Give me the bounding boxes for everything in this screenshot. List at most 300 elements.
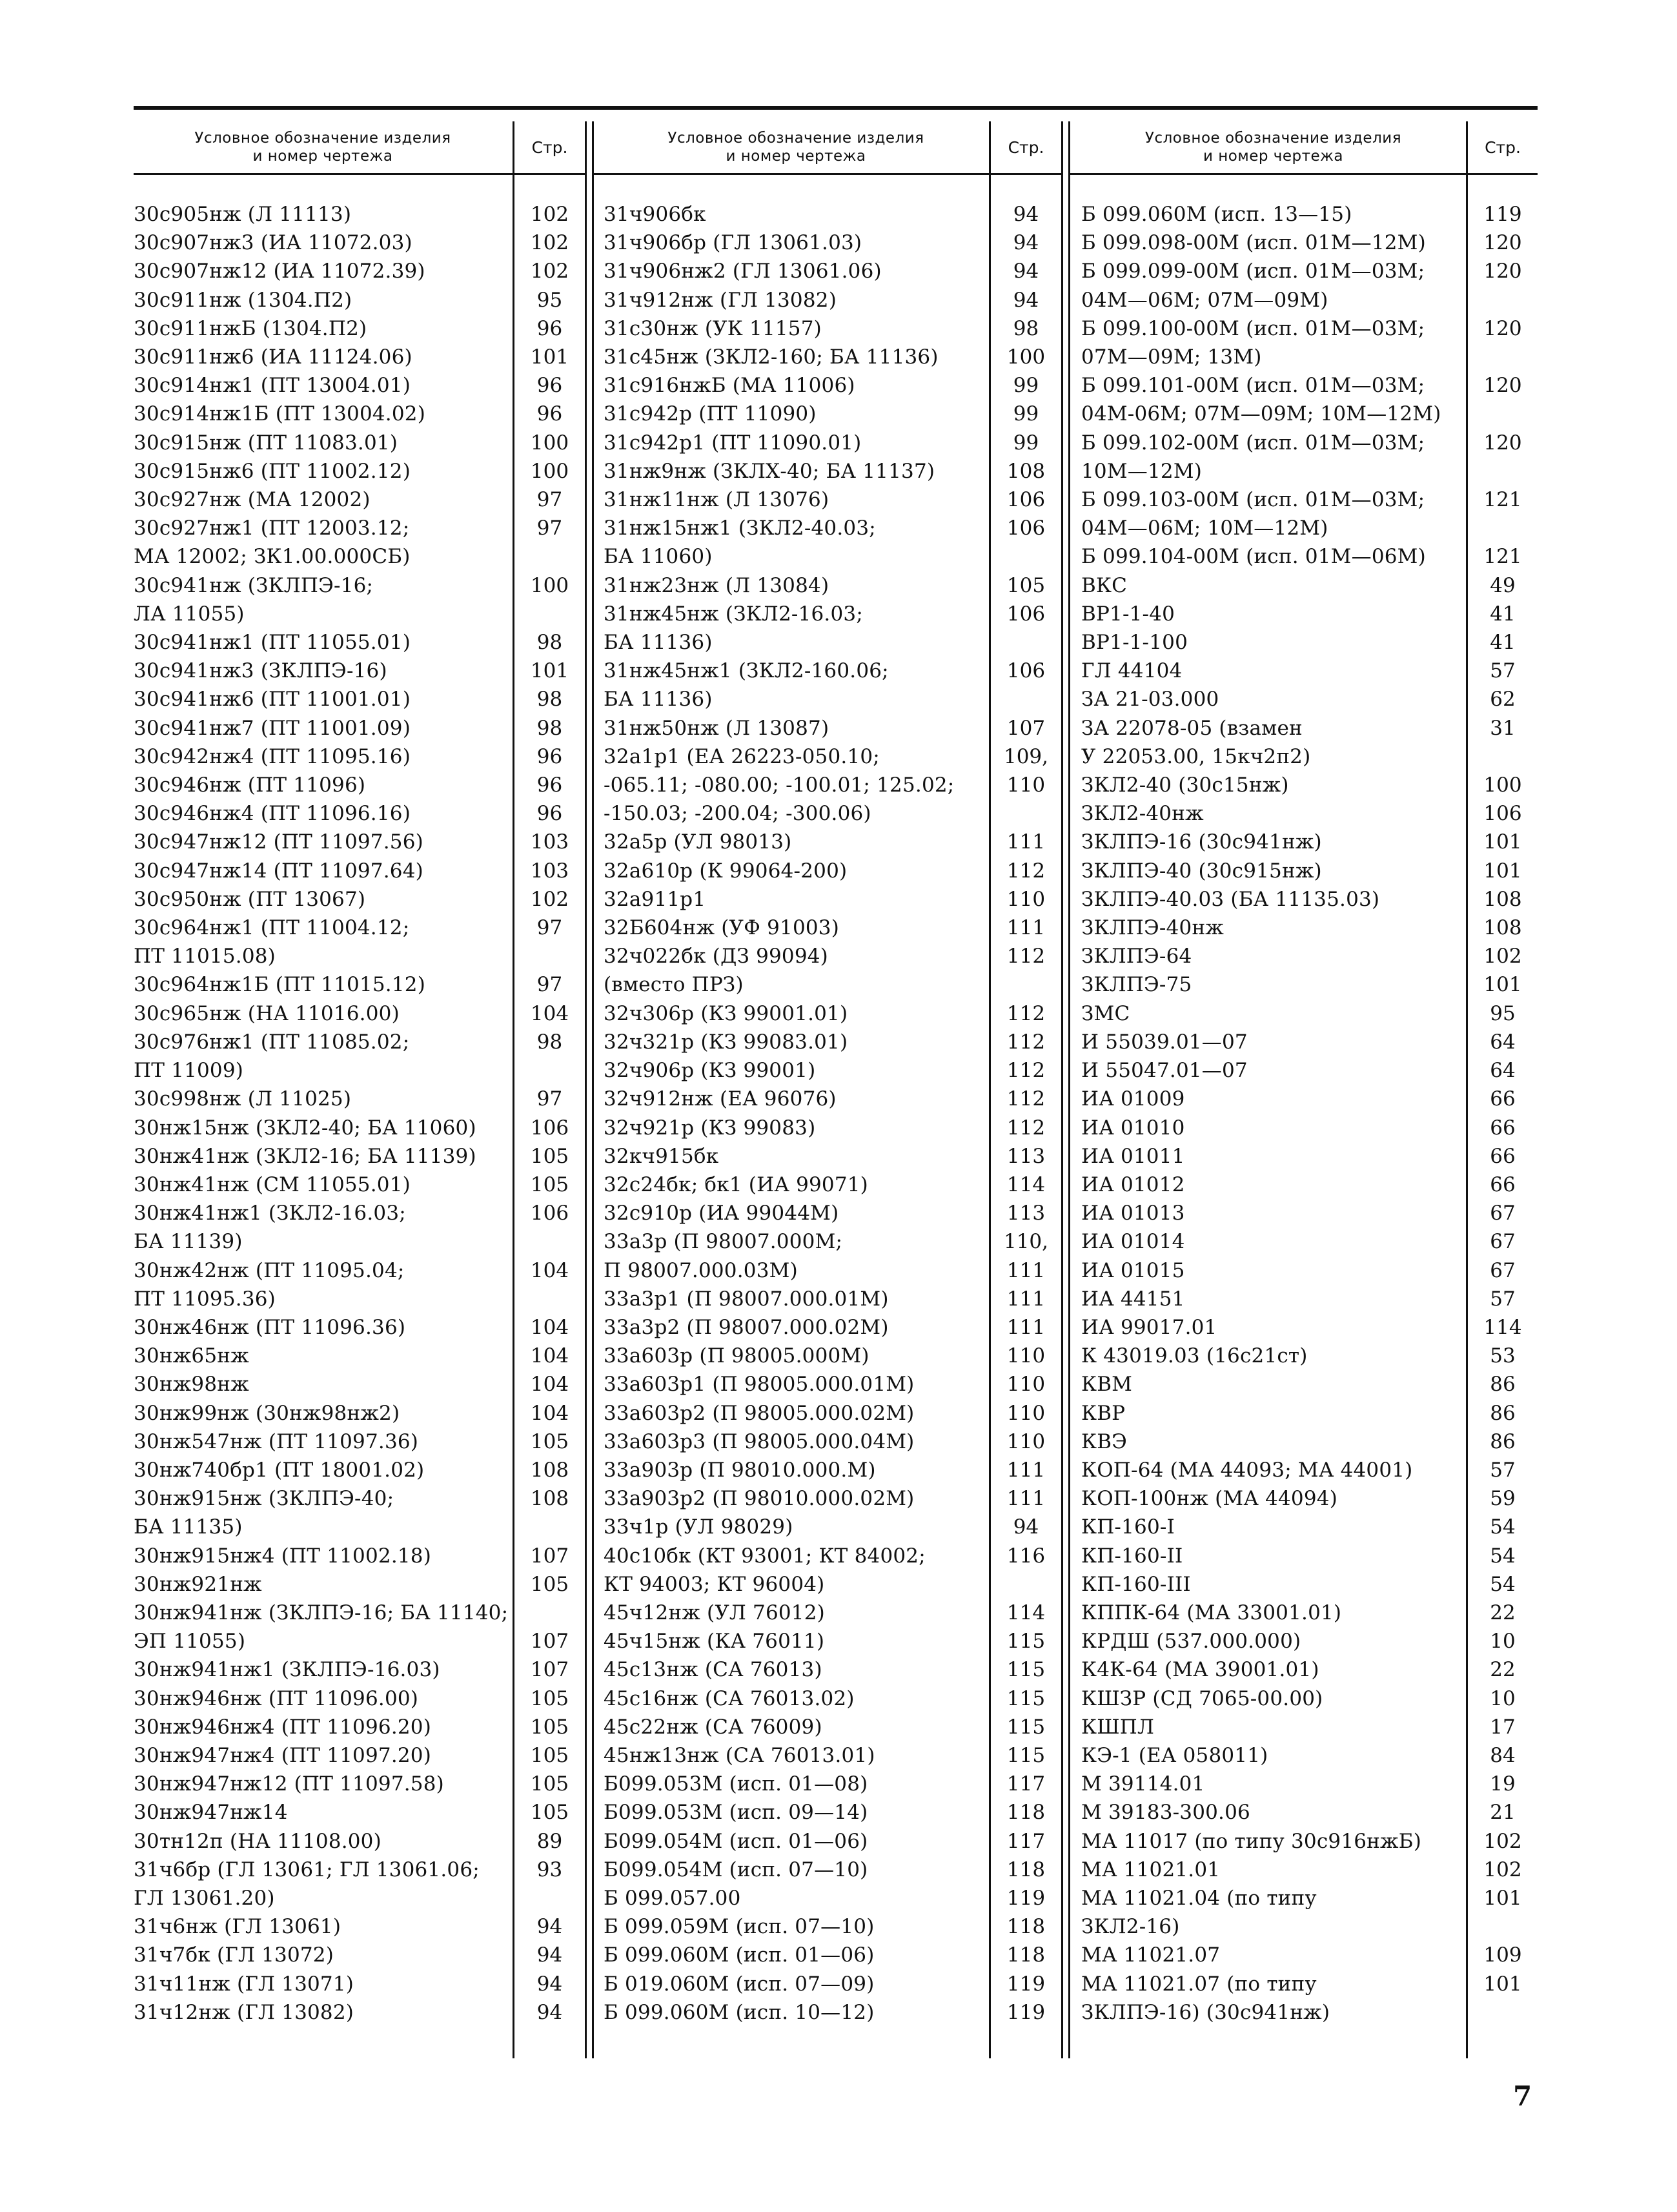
index-entry <box>134 400 563 428</box>
index-entry <box>1081 1399 1516 1428</box>
entry-page: 49 <box>1490 573 1516 597</box>
index-entry <box>134 1685 569 1713</box>
entry-page: 98 <box>536 716 563 740</box>
entry-page: 84 <box>1490 1743 1516 1767</box>
entry-list <box>134 200 569 2027</box>
entry-designation: КОП-100нж (МА 44094) <box>1081 1487 1337 1511</box>
entry-page: 62 <box>1490 688 1516 712</box>
entry-designation: 45с16нж (СА 76013.02) <box>604 1686 855 1710</box>
index-entry <box>134 714 563 742</box>
entry-page: 102 <box>1483 945 1522 968</box>
index-entry <box>604 1912 1046 1941</box>
index-entry <box>604 1456 1046 1484</box>
entry-designation: 30с964нж1 (ПТ 11004.12; ПТ 11015.08) <box>134 916 410 968</box>
entry-page: 54 <box>1490 1515 1516 1539</box>
index-entry <box>604 1741 1046 1770</box>
index-entry <box>134 828 569 856</box>
entry-page: 102 <box>1483 1858 1522 1881</box>
entry-designation: ИА 44151 <box>1081 1287 1185 1311</box>
index-entry <box>1081 229 1522 257</box>
index-entry <box>1081 1085 1516 1113</box>
entry-designation: 30нж41нж (СМ 11055.01) <box>134 1173 411 1196</box>
index-entry <box>1081 970 1522 999</box>
entry-page: 105 <box>530 1686 569 1710</box>
entry-page: 94 <box>1013 1515 1039 1539</box>
index-entry <box>1081 600 1516 628</box>
entry-designation: МА 11021.07 (по типу ЗКЛПЭ-16) (30с941нж) <box>1081 1972 1330 2024</box>
entry-designation: КП-160-I <box>1081 1515 1175 1539</box>
double-column-divider <box>592 121 594 2058</box>
entry-designation: Б 099.101-00М (исп. 01М—03М; 04М-06М; 07М—09М; 10М—12М) <box>1081 374 1441 426</box>
entry-page: 66 <box>1490 1173 1516 1196</box>
index-entry <box>604 1513 1039 1541</box>
index-entry <box>1081 1285 1516 1313</box>
index-entry <box>134 1542 569 1570</box>
double-column-divider <box>1068 121 1070 2058</box>
entry-page: 111 <box>1006 830 1046 854</box>
entry-page: 118 <box>1006 1915 1046 1939</box>
index-entry <box>604 1171 1046 1199</box>
entry-designation: КВЭ <box>1081 1429 1128 1453</box>
entry-designation: 30с915нж6 (ПТ 11002.12) <box>134 459 411 483</box>
index-entry <box>134 857 569 885</box>
entry-designation: 31с45нж (ЗКЛ2-160; БА 11136) <box>604 345 939 369</box>
entry-page: 57 <box>1490 659 1516 683</box>
entry-designation: 30нж547нж (ПТ 11097.36) <box>134 1429 419 1453</box>
index-entry <box>134 914 563 970</box>
entry-page: 104 <box>530 1401 569 1425</box>
index-entry <box>1081 999 1516 1028</box>
entry-designation: 31с30нж (УК 11157) <box>604 316 822 340</box>
entry-designation: 33а603р (П 98005.000М) <box>604 1344 869 1368</box>
entry-designation: 30с976нж1 (ПТ 11085.02; ПТ 11009) <box>134 1030 410 1083</box>
entry-designation: Б099.054М (исп. 07—10) <box>604 1858 868 1881</box>
entry-designation: 30с911нж6 (ИА 11124.06) <box>134 345 412 369</box>
entry-designation: 32ч906р (КЗ 99001) <box>604 1059 816 1083</box>
entry-designation: 33а903р2 (П 98010.000.02М) <box>604 1487 915 1511</box>
entry-designation: 31нж45нж (ЗКЛ2-16.03; БА 11136) <box>604 602 863 655</box>
index-entry <box>604 400 1039 428</box>
entry-page: 66 <box>1490 1116 1516 1140</box>
entry-page: 110 <box>1006 887 1046 911</box>
entry-designation: ГЛ 44104 <box>1081 659 1183 683</box>
entry-designation: 30нж946нж (ПТ 11096.00) <box>134 1686 419 1710</box>
entry-page: 104 <box>530 1315 569 1339</box>
index-entry <box>604 1827 1046 1856</box>
entry-designation: 30с950нж (ПТ 13067) <box>134 887 366 911</box>
index-entry <box>1081 1599 1516 1627</box>
entry-list <box>1081 200 1522 2027</box>
index-entry <box>134 286 563 314</box>
entry-designation: Б 099.104-00М (исп. 01М—06М) <box>1081 545 1426 569</box>
entry-designation: ВР1-1-40 <box>1081 602 1175 626</box>
index-entry <box>1081 1142 1516 1171</box>
index-entry <box>1081 571 1516 600</box>
entry-page: 117 <box>1006 1772 1046 1796</box>
entry-designation: 30нж41нж (ЗКЛ2-16; БА 11139) <box>134 1144 476 1168</box>
entry-page: 110 <box>1006 1429 1046 1453</box>
entry-page: 100 <box>1006 345 1046 369</box>
index-entry <box>134 1827 563 1856</box>
entry-page: 93 <box>536 1858 563 1881</box>
entry-designation: 33ч1р (УЛ 98029) <box>604 1515 793 1539</box>
entry-designation: И 55039.01—07 <box>1081 1030 1248 1054</box>
entry-page: 104 <box>530 1373 569 1397</box>
entry-designation: 31с942р (ПТ 11090) <box>604 402 817 426</box>
entry-page: 105 <box>530 1715 569 1739</box>
entry-designation: ЗКЛ2-40нж <box>1081 802 1204 826</box>
entry-designation: ЗКЛПЭ-40нж <box>1081 916 1225 940</box>
entry-page: 112 <box>1006 1087 1046 1111</box>
entry-designation: КП-160-III <box>1081 1572 1191 1596</box>
index-entry <box>134 1713 569 1741</box>
index-entry <box>604 343 1046 371</box>
entry-designation: ВР1-1-100 <box>1081 631 1188 655</box>
entry-designation: Б 099.060М (исп. 10—12) <box>604 2000 875 2024</box>
index-entry <box>1081 1685 1516 1713</box>
entry-page: 101 <box>1483 1886 1522 1910</box>
entry-page: 102 <box>530 887 569 911</box>
index-entry <box>604 1114 1046 1142</box>
index-entry <box>604 1313 1046 1342</box>
index-entry <box>604 828 1046 856</box>
index-entry <box>604 1142 1046 1171</box>
entry-designation: М 39183-300.06 <box>1081 1801 1250 1825</box>
entry-page: 19 <box>1490 1772 1516 1796</box>
index-entry <box>134 657 569 685</box>
header-designation: Условное обозначение изделия и номер чертежа <box>194 130 451 165</box>
entry-page: 57 <box>1490 1458 1516 1482</box>
index-entry <box>604 1884 1046 1912</box>
index-entry <box>134 1171 569 1199</box>
entry-page: 99 <box>1013 374 1039 398</box>
entry-page: 105 <box>530 1743 569 1767</box>
entry-designation: 30нж98нж <box>134 1373 249 1397</box>
index-entry <box>604 1998 1046 2027</box>
index-entry <box>134 1941 563 1969</box>
index-entry <box>1081 1542 1516 1570</box>
entry-designation: Б 099.102-00М (исп. 01М—03М; 10М—12М) <box>1081 431 1425 483</box>
entry-designation: 31ч11нж (ГЛ 13071) <box>134 1972 354 1996</box>
index-entry <box>1081 828 1522 856</box>
index-entry <box>604 1798 1046 1827</box>
index-entry <box>604 1941 1046 1969</box>
entry-page: 115 <box>1006 1686 1046 1710</box>
entry-page: 94 <box>536 1972 563 1996</box>
entry-page: 105 <box>530 1173 569 1196</box>
index-entry <box>134 771 563 799</box>
entry-designation: 32а911р1 <box>604 887 706 911</box>
entry-page: 17 <box>1490 1715 1516 1739</box>
entry-page: 106 <box>1006 602 1046 626</box>
entry-designation: ИА 01013 <box>1081 1202 1185 1225</box>
entry-designation: 33а3р2 (П 98007.000.02М) <box>604 1315 889 1339</box>
entry-page: 105 <box>530 1572 569 1596</box>
index-entry <box>1081 942 1522 970</box>
index-entry <box>1081 1798 1516 1827</box>
entry-page: 121 <box>1483 488 1522 512</box>
entry-page: 102 <box>530 231 569 255</box>
entry-designation: Б099.053М (исп. 01—08) <box>604 1772 868 1796</box>
entry-page: 112 <box>1006 945 1046 968</box>
entry-designation: ИА 01011 <box>1081 1144 1185 1168</box>
index-entry <box>1081 257 1522 314</box>
entry-designation: 31ч6нж (ГЛ 13061) <box>134 1915 341 1939</box>
entry-page: 114 <box>1006 1173 1046 1196</box>
index-entry <box>134 685 563 713</box>
index-entry <box>1081 1227 1516 1256</box>
entry-page: 96 <box>536 744 563 768</box>
entry-page: 41 <box>1490 631 1516 655</box>
index-entry <box>134 314 563 343</box>
entry-designation: М 39114.01 <box>1081 1772 1205 1796</box>
entry-page: 102 <box>530 203 569 226</box>
index-entry <box>134 343 569 371</box>
entry-page: 108 <box>530 1487 569 1511</box>
header-page: Стр. <box>531 138 568 157</box>
entry-designation: 31ч906бр (ГЛ 13061.03) <box>604 231 862 255</box>
entry-designation: 31нж11нж (Л 13076) <box>604 488 829 512</box>
entry-page: 100 <box>530 459 569 483</box>
entry-page: 115 <box>1006 1743 1046 1767</box>
index-entry <box>1081 1028 1516 1056</box>
entry-page: 95 <box>536 288 563 312</box>
entry-designation: 30с941нж3 (ЗКЛПЭ-16) <box>134 659 387 683</box>
header-rule <box>1070 173 1538 175</box>
entry-page: 118 <box>1006 1858 1046 1881</box>
entry-page: 66 <box>1490 1087 1516 1111</box>
index-entry <box>134 486 563 514</box>
entry-page: 97 <box>536 517 563 540</box>
entry-designation: МА 11021.07 <box>1081 1943 1221 1967</box>
entry-designation: 30с947нж14 (ПТ 11097.64) <box>134 859 423 883</box>
entry-designation: 30с965нж (НА 11016.00) <box>134 1001 400 1025</box>
entry-designation: 30с914нж1Б (ПТ 13004.02) <box>134 402 425 426</box>
index-entry <box>134 1970 563 1998</box>
index-entry <box>604 1227 1049 1284</box>
entry-designation: 33а603р2 (П 98005.000.02М) <box>604 1401 915 1425</box>
double-column-divider <box>585 121 587 2058</box>
entry-page: 100 <box>530 431 569 455</box>
index-entry <box>134 1028 563 1085</box>
index-entry <box>134 1428 569 1456</box>
index-entry <box>604 1085 1046 1113</box>
entry-page: 110 <box>1006 1401 1046 1425</box>
header-designation: Условное обозначение изделия и номер чертежа <box>1144 130 1402 165</box>
entry-designation: ИА 01009 <box>1081 1087 1185 1111</box>
entry-designation: Б 099.060М (исп. 01—06) <box>604 1943 875 1967</box>
entry-designation: ИА 01015 <box>1081 1258 1185 1282</box>
entry-designation: 32а610р (К 99064-200) <box>604 859 848 883</box>
entry-designation: 30с941нж1 (ПТ 11055.01) <box>134 631 411 655</box>
entry-page: 108 <box>1006 459 1046 483</box>
index-entry <box>1081 542 1522 571</box>
index-entry <box>134 229 569 257</box>
entry-designation: 31нж9нж (ЗКЛХ-40; БА 11137) <box>604 459 935 483</box>
entry-page: 96 <box>536 773 563 797</box>
index-entry <box>134 799 563 828</box>
entry-page: 108 <box>1483 887 1522 911</box>
index-entry <box>604 1428 1046 1456</box>
entry-page: 101 <box>1483 973 1522 997</box>
entry-page: 110 <box>1006 1344 1046 1368</box>
entry-page: 101 <box>530 659 569 683</box>
entry-page: 113 <box>1006 1144 1046 1168</box>
entry-designation: 31ч6бр (ГЛ 13061; ГЛ 13061.06; ГЛ 13061.20) <box>134 1858 480 1910</box>
entry-page: 112 <box>1006 1030 1046 1054</box>
index-entry <box>604 600 1046 657</box>
entry-designation: КШЗР (СД 7065-00.00) <box>1081 1686 1323 1710</box>
entry-page: 10 <box>1490 1686 1516 1710</box>
index-entry <box>604 1285 1046 1313</box>
entry-designation: К4К-64 (МА 39001.01) <box>1081 1658 1319 1682</box>
index-entry <box>604 429 1039 457</box>
index-entry <box>1081 1627 1516 1655</box>
entry-designation: ЗА 21-03.000 <box>1081 688 1219 712</box>
index-entry <box>134 1798 569 1827</box>
entry-designation: 30нж921нж <box>134 1572 262 1596</box>
index-entry <box>134 885 569 914</box>
entry-page: 117 <box>1006 1829 1046 1853</box>
index-entry <box>604 999 1046 1028</box>
index-entry <box>604 1370 1046 1398</box>
entry-page: 120 <box>1483 260 1522 283</box>
index-entry <box>604 1199 1046 1227</box>
entry-designation: 31ч906нж2 (ГЛ 13061.06) <box>604 260 882 283</box>
entry-page: 103 <box>530 830 569 854</box>
index-entry <box>134 628 563 657</box>
entry-page: 57 <box>1490 1287 1516 1311</box>
entry-page: 112 <box>1006 1001 1046 1025</box>
entry-designation: 32ч912нж (ЕА 96076) <box>604 1087 837 1111</box>
entry-designation: 40с10бк (КТ 93001; КТ 84002; КТ 94003; КТ 96004) <box>604 1544 926 1596</box>
index-entry <box>134 571 569 628</box>
entry-designation: 31ч906бк <box>604 203 706 226</box>
index-entry <box>1081 628 1516 657</box>
index-entry <box>134 429 569 457</box>
entry-designation: 32ч306р (КЗ 99001.01) <box>604 1001 848 1025</box>
index-entry <box>1081 771 1522 799</box>
entry-designation: 32с910р (ИА 99044М) <box>604 1202 839 1225</box>
entry-designation: ИА 01014 <box>1081 1230 1185 1254</box>
entry-designation: КОП-64 (МА 44093; МА 44001) <box>1081 1458 1413 1482</box>
entry-page: 113 <box>1006 1202 1046 1225</box>
index-entry <box>1081 1570 1516 1599</box>
entry-page: 86 <box>1490 1401 1516 1425</box>
entry-designation: Б099.053М (исп. 09—14) <box>604 1801 868 1825</box>
entry-page: 106 <box>530 1202 569 1225</box>
index-entry <box>134 1142 569 1171</box>
entry-designation: КРДШ (537.000.000) <box>1081 1630 1301 1654</box>
entry-page: 104 <box>530 1258 569 1282</box>
entry-page: 101 <box>530 345 569 369</box>
index-entry <box>1081 1428 1516 1456</box>
entry-designation: 30с946нж4 (ПТ 11096.16) <box>134 802 411 826</box>
index-entry <box>604 742 1049 828</box>
index-entry <box>604 1770 1046 1798</box>
entry-page: 109 <box>1483 1943 1522 1967</box>
index-entry <box>604 1542 1046 1599</box>
header-designation: Условное обозначение изделия и номер чертежа <box>667 130 924 165</box>
entry-list <box>604 200 1049 2027</box>
entry-page: 107 <box>530 1630 569 1654</box>
entry-page: 31 <box>1490 716 1516 740</box>
entry-page: 107 <box>1006 716 1046 740</box>
index-entry <box>1081 1856 1522 1884</box>
index-entry <box>134 1256 569 1313</box>
entry-page: 96 <box>536 402 563 426</box>
entry-page: 115 <box>1006 1630 1046 1654</box>
entry-page: 119 <box>1006 1886 1046 1910</box>
entry-designation: 30с915нж (ПТ 11083.01) <box>134 431 398 455</box>
index-entry <box>134 970 563 999</box>
entry-page: 116 <box>1006 1544 1046 1568</box>
index-entry <box>604 200 1039 229</box>
index-entry <box>1081 1484 1516 1513</box>
entry-page: 96 <box>536 802 563 826</box>
entry-page: 95 <box>1490 1001 1516 1025</box>
entry-designation: КП-160-II <box>1081 1544 1183 1568</box>
index-entry <box>1081 799 1522 828</box>
entry-designation: 30нж65нж <box>134 1344 249 1368</box>
entry-designation: 30нж947нж4 (ПТ 11097.20) <box>134 1743 432 1767</box>
entry-page: 120 <box>1483 431 1522 455</box>
entry-page: 112 <box>1006 1059 1046 1083</box>
index-entry <box>1081 857 1522 885</box>
entry-designation: Б 099.059М (исп. 07—10) <box>604 1915 875 1939</box>
index-entry <box>1081 685 1516 713</box>
entry-page: 54 <box>1490 1572 1516 1596</box>
entry-designation: 45ч12нж (УЛ 76012) <box>604 1601 825 1624</box>
index-entry <box>1081 371 1522 428</box>
entry-designation: 30с941нж7 (ПТ 11001.09) <box>134 716 411 740</box>
entry-designation: 45с22нж (СА 76009) <box>604 1715 822 1739</box>
index-entry <box>604 1627 1046 1655</box>
entry-designation: Б 099.060М (исп. 13—15) <box>1081 203 1352 226</box>
entry-designation: Б099.054М (исп. 01—06) <box>604 1829 868 1853</box>
entry-page: 100 <box>1483 773 1522 797</box>
entry-page: 119 <box>1006 1972 1046 1996</box>
entry-designation: ВКС <box>1081 573 1128 597</box>
entry-page: 120 <box>1483 231 1522 255</box>
entry-page: 112 <box>1006 859 1046 883</box>
entry-page: 106 <box>1006 517 1046 540</box>
entry-designation: МА 11017 (по типу 30с916нжБ) <box>1081 1829 1422 1853</box>
index-entry <box>604 885 1046 914</box>
entry-designation: 33а603р3 (П 98005.000.04М) <box>604 1429 915 1453</box>
entry-page: 105 <box>530 1144 569 1168</box>
entry-designation: 30с946нж (ПТ 11096) <box>134 773 366 797</box>
entry-designation: 30нж41нж1 (ЗКЛ2-16.03; БА 11139) <box>134 1202 406 1254</box>
entry-designation: 31ч12нж (ГЛ 13082) <box>134 2000 354 2024</box>
entry-page: 41 <box>1490 602 1516 626</box>
entry-designation: 30с911нжБ (1304.П2) <box>134 316 367 340</box>
entry-designation: Б 099.100-00М (исп. 01М—03М; 07М—09М; 13М) <box>1081 316 1425 369</box>
entry-designation: 30с927нж1 (ПТ 12003.12; МА 12002; ЗК1.00.000СБ) <box>134 517 411 569</box>
entry-page: 101 <box>1483 830 1522 854</box>
entry-designation: 30нж99нж (30нж98нж2) <box>134 1401 400 1425</box>
index-entry <box>604 514 1046 571</box>
index-entry <box>134 1484 569 1541</box>
index-entry <box>1081 1827 1522 1856</box>
index-entry <box>134 1741 569 1770</box>
entry-page: 86 <box>1490 1373 1516 1397</box>
entry-page: 106 <box>1483 802 1522 826</box>
entry-designation: КВМ <box>1081 1373 1133 1397</box>
entry-designation: 33а903р (П 98010.000.М) <box>604 1458 876 1482</box>
entry-designation: 32а5р (УЛ 98013) <box>604 830 792 854</box>
index-entry <box>134 1655 569 1684</box>
